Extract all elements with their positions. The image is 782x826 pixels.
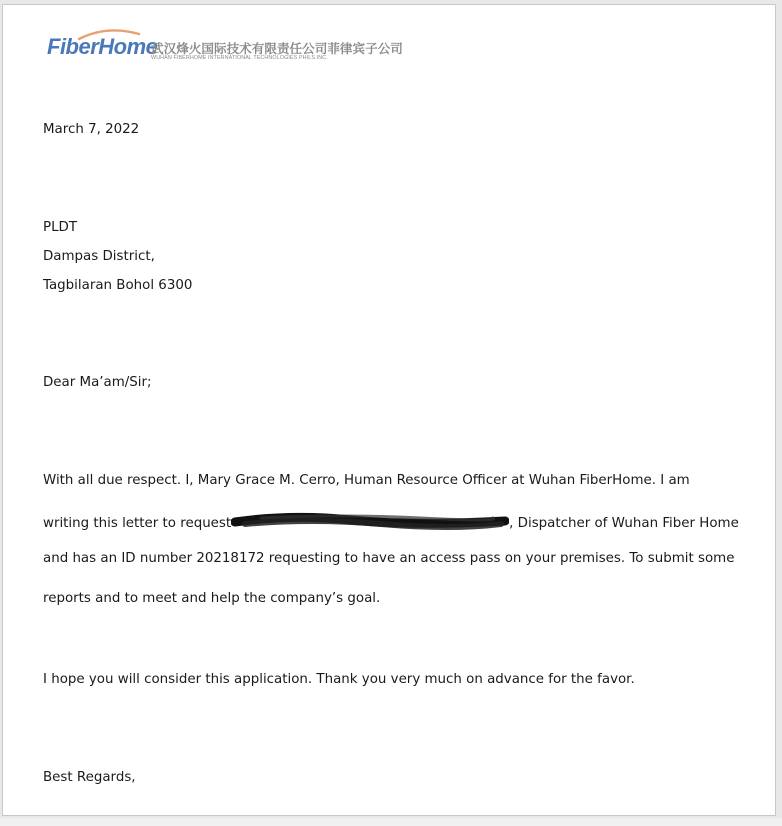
recipient-line: Dampas District, [43,249,155,264]
recipient-line: Tagbilaran Bohol 6300 [43,278,193,293]
logo-company-chinese: 武汉烽火国际技术有限责任公司菲律宾子公司 [151,41,403,56]
body-line [43,512,739,531]
body-line: I hope you will consider this application. Thank you very much on advance for the favor. [43,672,635,687]
body-text: , Dispatcher of Wuhan Fiber Home [509,516,739,531]
body-line: and has an ID number 20218172 requesting to have an access pass on your premises. To submit some [43,551,735,566]
redaction-scribble [231,512,509,530]
window-bottom-edge [0,818,782,826]
body-text: writing this letter to request [43,516,232,531]
recipient-line: PLDT [43,220,78,235]
document-page [2,4,776,816]
closing: Best Regards, [43,770,136,785]
letter-date: March 7, 2022 [43,122,140,137]
logo-brand-text: FiberHome [47,34,158,59]
logo-company-english: WUHAN FIBERHOME INTERNATIONAL TECHNOLOGIES PHILS.INC. [151,55,328,61]
salutation: Dear Ma’am/Sir; [43,375,152,390]
body-line: With all due respect. I, Mary Grace M. Cerro, Human Resource Officer at Wuhan FiberHome. I am [43,473,690,488]
body-line: reports and to meet and help the company’s goal. [43,591,381,606]
